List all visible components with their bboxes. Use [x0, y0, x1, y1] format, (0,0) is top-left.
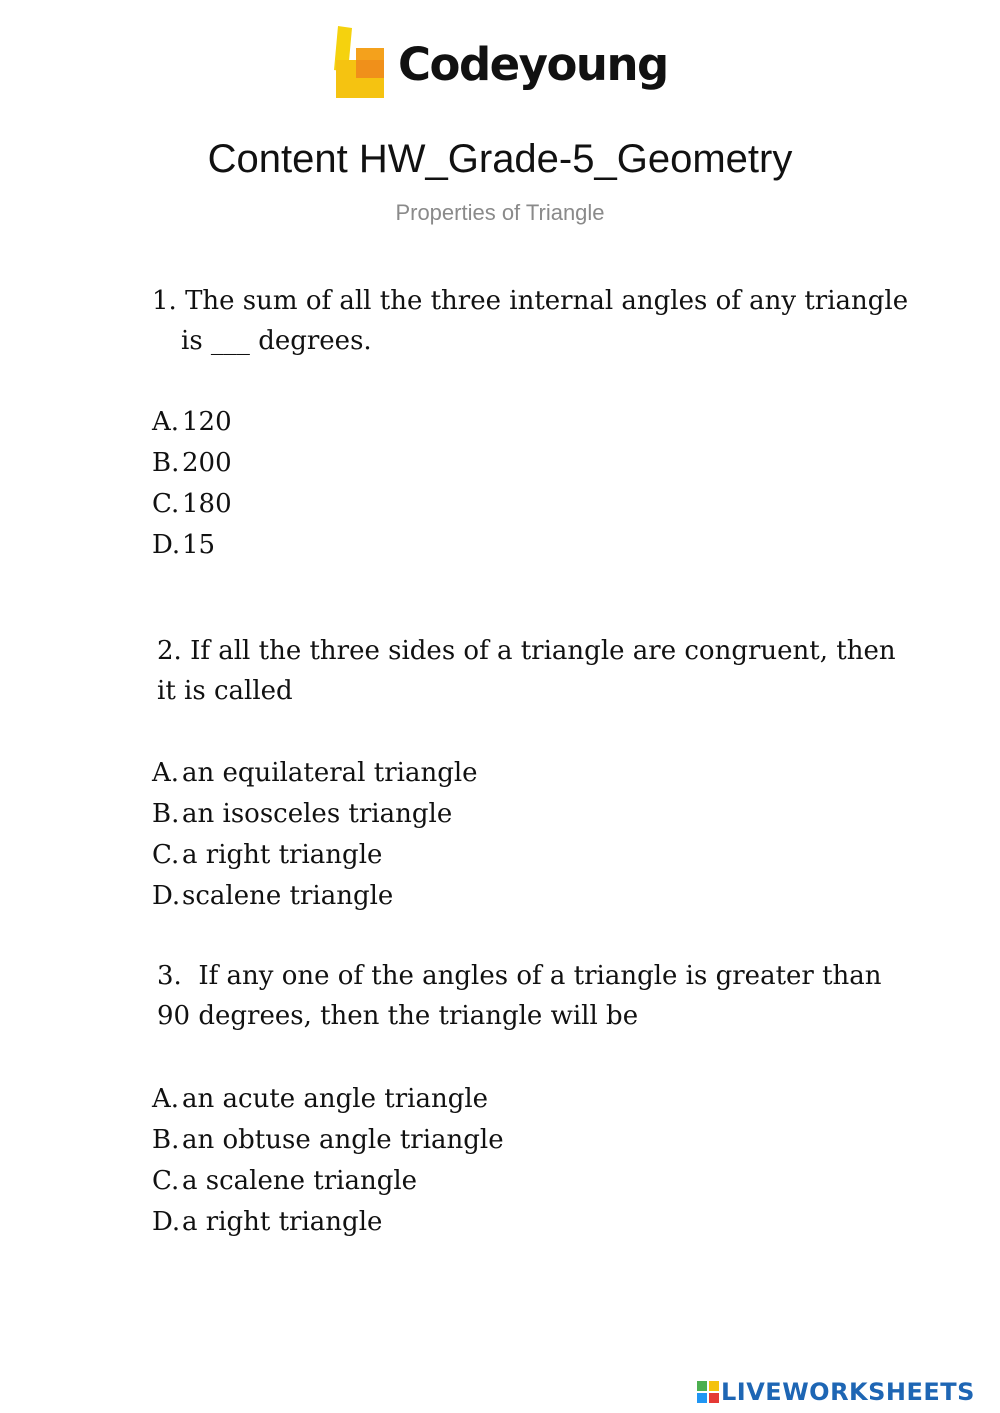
option-text: scalene triangle: [182, 881, 394, 911]
option-text: an equilateral triangle: [182, 758, 478, 788]
option-item[interactable]: [152, 876, 478, 917]
liveworksheets-logo-icon: [697, 1381, 719, 1403]
question-2: [157, 631, 896, 711]
option-letter: C.: [152, 489, 180, 519]
option-letter: A.: [152, 407, 180, 437]
page-subtitle: Properties of Triangle: [395, 200, 605, 225]
question-text-line: 1. The sum of all the three internal angles of any triangle: [152, 286, 909, 316]
option-text: 15: [182, 530, 216, 560]
question-3: [157, 956, 882, 1036]
option-item[interactable]: [152, 484, 232, 525]
option-letter: C.: [152, 840, 180, 870]
option-letter: A.: [152, 758, 180, 788]
question-1: [152, 281, 908, 361]
brand-name: Codeyoung: [398, 38, 668, 91]
page-title: Content HW_Grade-5_Geometry: [207, 137, 793, 181]
question-text-line: 90 degrees, then the triangle will be: [157, 1001, 639, 1031]
options-list-1: [152, 402, 232, 566]
option-item[interactable]: [152, 835, 478, 876]
option-item[interactable]: [152, 1202, 504, 1243]
option-text: a right triangle: [182, 1207, 383, 1237]
option-item[interactable]: [152, 1079, 504, 1120]
option-text: 200: [182, 448, 232, 478]
option-letter: B.: [152, 448, 180, 478]
question-text-line: is ___ degrees.: [181, 326, 372, 356]
option-letter: B.: [152, 1125, 180, 1155]
option-letter: B.: [152, 799, 180, 829]
question-text-line: 3. If any one of the angles of a triangle is greater than: [157, 961, 882, 991]
option-text: 120: [182, 407, 232, 437]
codeyoung-logo-icon: [332, 26, 388, 100]
option-letter: D.: [152, 881, 181, 911]
brand-logo: [332, 26, 672, 106]
watermark-text: LIVEWORKSHEETS: [721, 1378, 975, 1406]
question-text-line: it is called: [157, 676, 293, 706]
option-letter: D.: [152, 1207, 181, 1237]
option-text: an isosceles triangle: [182, 799, 453, 829]
option-text: 180: [182, 489, 232, 519]
option-item[interactable]: [152, 753, 478, 794]
option-text: a right triangle: [182, 840, 383, 870]
option-letter: A.: [152, 1084, 180, 1114]
option-item[interactable]: [152, 1120, 504, 1161]
liveworksheets-watermark: [697, 1378, 997, 1408]
option-item[interactable]: [152, 525, 232, 566]
option-item[interactable]: [152, 402, 232, 443]
option-item[interactable]: [152, 1161, 504, 1202]
option-text: a scalene triangle: [182, 1166, 418, 1196]
options-list-2: [152, 753, 478, 917]
option-text: an obtuse angle triangle: [182, 1125, 504, 1155]
option-letter: D.: [152, 530, 181, 560]
question-text-line: 2. If all the three sides of a triangle are congruent, then: [157, 636, 896, 666]
option-item[interactable]: [152, 794, 478, 835]
option-text: an acute angle triangle: [182, 1084, 489, 1114]
options-list-3: [152, 1079, 504, 1243]
option-letter: C.: [152, 1166, 180, 1196]
option-item[interactable]: [152, 443, 232, 484]
